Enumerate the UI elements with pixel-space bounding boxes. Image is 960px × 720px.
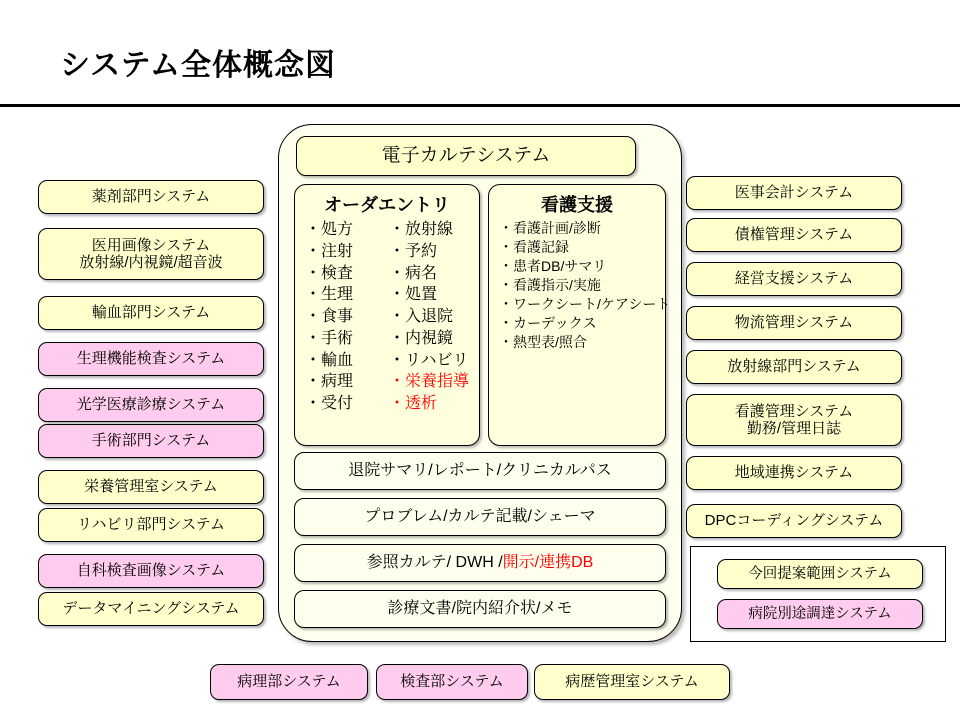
- order-entry-right-list: [389, 219, 469, 415]
- list-item: ・手術: [305, 329, 354, 347]
- left-box-data-mining[interactable]: データマイニングシステム: [38, 592, 264, 626]
- list-item: ・輸血: [305, 351, 354, 369]
- legend-proposal-box: 今回提案範囲システム: [717, 559, 923, 589]
- list-item: ・カーデックス: [499, 315, 597, 332]
- right-box-regional-cooperation[interactable]: 地域連携システム: [686, 456, 902, 490]
- left-box-medical-imaging[interactable]: [38, 228, 264, 280]
- list-item: ・看護計画/診断: [499, 220, 601, 236]
- left-box-surgery[interactable]: 手術部門システム: [38, 424, 264, 458]
- left-box-pharmacy[interactable]: 薬剤部門システム: [38, 180, 264, 214]
- right-box-management-support[interactable]: 経営支援システム: [686, 262, 902, 296]
- nursing-support-heading: 看護支援: [541, 195, 613, 215]
- list-item: ・病理: [305, 373, 354, 391]
- list-item: ・ワークシート/ケアシート: [499, 296, 671, 313]
- right-box-nursing-management-line2: 勤務/管理日誌: [746, 420, 842, 437]
- list-item: ・リハビリ: [388, 351, 469, 369]
- list-item: ・病名: [388, 264, 437, 282]
- list-item: ・処方: [305, 221, 354, 238]
- left-box-physiological-test[interactable]: 生理機能検査システム: [38, 342, 264, 376]
- right-box-billing[interactable]: 医事会計システム: [686, 176, 902, 210]
- reference-chart-text-plain: 参照カルテ/ DWH /: [366, 553, 503, 571]
- page-title: システム全体概念図: [60, 49, 336, 82]
- emr-system-box[interactable]: 電子カルテシステム: [296, 136, 636, 176]
- list-item: ・検査: [305, 264, 354, 282]
- list-item: ・透析: [388, 395, 437, 412]
- list-item: ・栄養指導: [388, 373, 469, 391]
- left-box-rehab[interactable]: リハビリ部門システム: [38, 508, 264, 542]
- right-box-dpc-coding[interactable]: DPCコーディングシステム: [686, 504, 902, 538]
- order-entry-left-list: [305, 219, 353, 415]
- list-item: ・看護記録: [499, 239, 569, 256]
- list-item: ・注射: [305, 242, 354, 260]
- nursing-support-list: [489, 219, 671, 352]
- left-box-nutrition[interactable]: 栄養管理室システム: [38, 470, 264, 504]
- list-item: ・看護指示/実施: [499, 277, 601, 294]
- list-item: ・内視鏡: [388, 329, 453, 347]
- left-box-optical-medicine[interactable]: 光学医療診療システム: [38, 388, 264, 422]
- list-item: ・食事: [305, 308, 354, 325]
- right-box-nursing-management[interactable]: [686, 394, 902, 446]
- bottom-box-laboratory[interactable]: 検査部システム: [376, 664, 528, 700]
- problem-chart-row[interactable]: プロブレム/カルテ記載/シェーマ: [294, 498, 666, 536]
- nursing-support-panel[interactable]: [488, 184, 671, 446]
- left-box-medical-imaging-line1: 医用画像システム: [91, 236, 211, 254]
- title-divider: [0, 104, 960, 107]
- list-item: ・患者DB/サマリ: [499, 258, 607, 275]
- reference-chart-row[interactable]: [294, 544, 666, 582]
- bottom-box-pathology[interactable]: 病理部システム: [210, 664, 368, 700]
- discharge-summary-row[interactable]: 退院サマリ/レポート/クリニカルパス: [294, 452, 666, 490]
- list-item: ・生理: [305, 286, 354, 304]
- list-item: ・処置: [388, 286, 437, 304]
- legend-separate-box: 病院別途調達システム: [717, 599, 923, 629]
- reference-chart-text-highlight: 開示/連携DB: [502, 553, 594, 571]
- bottom-box-medical-records[interactable]: 病歴管理室システム: [534, 664, 730, 700]
- right-box-nursing-management-line1: 看護管理システム: [734, 402, 854, 420]
- left-box-dept-imaging[interactable]: 自科検査画像システム: [38, 554, 264, 588]
- clinical-document-row[interactable]: 診療文書/院内紹介状/メモ: [294, 590, 666, 628]
- order-entry-lists: [295, 219, 479, 415]
- order-entry-panel[interactable]: [294, 184, 480, 446]
- list-item: ・熱型表/照合: [499, 334, 587, 351]
- order-entry-heading: オーダエントリ: [324, 195, 450, 215]
- right-box-radiology-dept[interactable]: 放射線部門システム: [686, 350, 902, 384]
- legend-panel: [690, 546, 946, 642]
- list-item: ・入退院: [388, 308, 453, 325]
- list-item: ・放射線: [388, 221, 453, 238]
- right-box-logistics[interactable]: 物流管理システム: [686, 306, 902, 340]
- list-item: ・受付: [305, 395, 354, 412]
- left-box-medical-imaging-line2: 放射線/内視鏡/超音波: [79, 254, 223, 271]
- list-item: ・予約: [388, 242, 437, 260]
- left-box-transfusion[interactable]: 輸血部門システム: [38, 296, 264, 330]
- right-box-receivables[interactable]: 債権管理システム: [686, 218, 902, 252]
